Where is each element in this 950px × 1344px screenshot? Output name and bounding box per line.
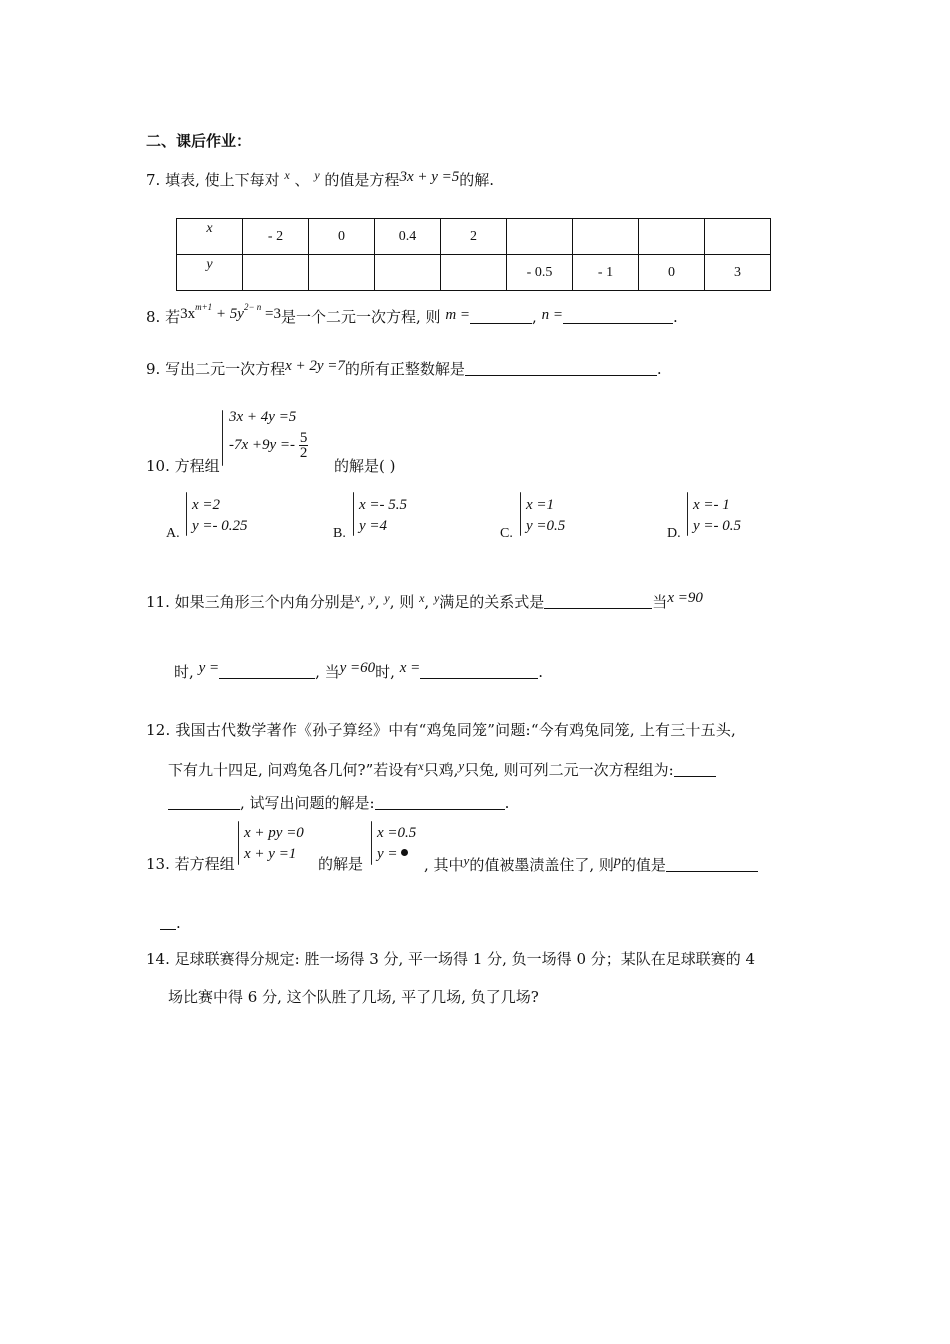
q8-equation	[180, 302, 281, 322]
q12-var-x: x	[418, 759, 424, 773]
table-cell	[441, 255, 507, 291]
q11-var-y: y	[433, 591, 440, 605]
option-brace	[687, 492, 688, 536]
q10-suffix: 的解是( )	[334, 457, 396, 475]
q8-sup1: m+1	[195, 302, 213, 312]
section-title: 二、课后作业：	[146, 132, 252, 150]
table-row-y	[177, 255, 771, 291]
question-7	[146, 168, 494, 190]
table-cell	[375, 255, 441, 291]
ink-blot-icon	[401, 849, 408, 856]
q10-brace	[222, 410, 223, 466]
q7-sep: 、	[294, 171, 310, 189]
q11-comma: ,	[359, 593, 365, 611]
q10-frac-num: 5	[299, 430, 308, 446]
q7-var-y: y	[314, 168, 320, 182]
q13-line2	[160, 914, 181, 932]
q11-comma-when: , 当	[315, 663, 340, 681]
question-9	[146, 358, 662, 379]
option-line2: y =- 0.5	[693, 518, 742, 534]
option-brace	[520, 492, 521, 536]
q12-text-a: 下有九十四足, 问鸡兔各几何?”若设有	[168, 761, 419, 779]
q9-mid: 的所有正整数解是	[344, 360, 465, 378]
q7-end: 的解.	[459, 171, 495, 189]
option-line1: x =- 5.5	[359, 497, 408, 513]
q8-n-blank[interactable]	[563, 309, 673, 324]
q11-y-eq: y =	[198, 660, 220, 676]
q12-end: .	[504, 794, 510, 812]
table-cell: 0	[639, 255, 705, 291]
q8-term2: + 5y	[212, 306, 244, 322]
q13-sol2	[377, 846, 408, 863]
q13-eq1: x + py =0	[244, 825, 304, 841]
q8-n: n =	[541, 307, 563, 323]
q10-fraction	[299, 431, 309, 460]
question-14-line2: 场比赛中得 6 分, 这个队胜了几场, 平了几场, 负了几场?	[168, 988, 539, 1006]
q11-angle2: y	[369, 591, 375, 605]
table-cell: 0.4	[375, 219, 441, 255]
q9-end: .	[656, 360, 662, 378]
q8-end: .	[672, 308, 678, 326]
table-cell: - 0.5	[507, 255, 573, 291]
table-cell: 3	[705, 255, 771, 291]
q11-prefix: 11. 如果三角形三个内角分别是	[146, 593, 355, 611]
option-label: C.	[500, 526, 513, 541]
q7-table	[176, 218, 771, 291]
q9-equation: x + 2y =7	[285, 358, 345, 374]
q10-prefix: 10. 方程组	[146, 457, 220, 475]
q11-y-blank[interactable]	[219, 664, 315, 679]
q13-eq2: x + y =1	[244, 846, 297, 862]
table-cell	[243, 255, 309, 291]
q13-var-p: p	[613, 854, 621, 869]
q12-solution-blank[interactable]	[375, 795, 505, 810]
q11-relation-blank[interactable]	[544, 594, 652, 609]
option-line1: x =- 1	[693, 497, 730, 513]
q13-p-blank-cont[interactable]	[160, 915, 176, 930]
question-12-line3	[168, 792, 509, 813]
option-line2: y =0.5	[526, 518, 566, 534]
q8-prefix: 8. 若	[146, 308, 181, 326]
option-line1: x =1	[526, 497, 555, 513]
q12-text-c: 只兔, 则可列二元一次方程组为:	[464, 761, 674, 779]
option-line2: y =- 0.25	[192, 518, 248, 534]
option-line1: x =2	[192, 497, 221, 513]
q13-rest	[424, 853, 758, 875]
q13-var-y: y	[463, 853, 470, 868]
q11-cond2: y =60	[339, 660, 376, 676]
q13-after2: 的值被墨渍盖住了, 则	[469, 856, 614, 874]
q13-brace	[238, 821, 239, 865]
q13-end: .	[176, 914, 181, 932]
q11-comma: ,	[374, 593, 380, 611]
q11-time2: 时,	[375, 663, 395, 681]
q9-prefix: 9. 写出二元一次方程	[146, 360, 286, 378]
q13-after: , 其中	[424, 856, 464, 874]
question-12-line2	[168, 758, 716, 780]
q11-end: .	[538, 663, 544, 681]
q13-mid: 的解是	[318, 855, 364, 873]
q11-when: 当	[652, 593, 668, 611]
table-cell: - 2	[243, 219, 309, 255]
q11-cond1: x =90	[667, 590, 703, 606]
table-cell: 0	[309, 219, 375, 255]
q11-mid: 满足的关系式是	[439, 593, 545, 611]
q10-eq2	[229, 431, 308, 460]
q12-system-blank-cont[interactable]	[168, 795, 240, 810]
option-line2: y =4	[359, 518, 388, 534]
q11-then: , 则	[389, 593, 415, 611]
question-12-line1: 12. 我国古代数学著作《孙子算经》中有“鸡兔同笼”问题:“今有鸡兔同笼, 上有三十五头,	[146, 721, 736, 739]
option-label: B.	[333, 526, 346, 541]
q13-sol2-text: y =	[377, 846, 398, 862]
q12-text-d: , 试写出问题的解是:	[240, 794, 375, 812]
q7-var-x: x	[284, 168, 290, 182]
q11-x-eq: x =	[399, 660, 421, 676]
question-11-line1	[146, 590, 703, 612]
q11-comma: ,	[424, 593, 430, 611]
option-brace	[353, 492, 354, 536]
question-11-line2	[174, 660, 543, 682]
option-label: A.	[166, 526, 180, 541]
q8-term1: 3x	[180, 306, 196, 322]
q13-p-blank[interactable]	[666, 857, 758, 872]
q10-frac-den: 2	[299, 445, 308, 461]
q13-prefix: 13. 若方程组	[146, 855, 235, 873]
q11-angle3: y	[384, 591, 390, 605]
question-8	[146, 302, 678, 327]
q7-mid: 的值是方程	[324, 171, 400, 189]
q12-var-y: y	[458, 758, 465, 773]
q7-equation: 3x + y =5	[399, 169, 460, 185]
q8-mid: 是一个二元一次方程, 则	[281, 308, 441, 326]
q13-sol-brace	[371, 821, 372, 865]
table-cell-x-label: x	[177, 219, 243, 255]
q12-text-b: 只鸡,	[423, 761, 459, 779]
q11-var-x: x	[419, 591, 425, 605]
q10-eq2-left: -7x +9y =-	[229, 436, 299, 453]
q8-m-blank[interactable]	[470, 309, 532, 324]
q8-sup2: 2− n	[243, 302, 262, 312]
q10-eq1: 3x + 4y =5	[229, 409, 297, 425]
table-cell: - 1	[573, 255, 639, 291]
option-label: D.	[667, 526, 681, 541]
q8-comma: ,	[532, 308, 537, 326]
table-cell	[639, 219, 705, 255]
table-cell	[309, 255, 375, 291]
table-cell-y-label: y	[177, 255, 243, 291]
table-cell	[507, 219, 573, 255]
question-14-line1: 14. 足球联赛得分规定: 胜一场得 3 分, 平一场得 1 分, 负一场得 0 分；某队在足球联赛的 4	[146, 950, 756, 968]
table-row-x	[177, 219, 771, 255]
q13-after3: 的值是	[620, 856, 666, 874]
table-cell: 2	[441, 219, 507, 255]
option-brace	[186, 492, 187, 536]
q12-system-blank[interactable]	[674, 762, 716, 777]
q11-time: 时,	[174, 663, 194, 681]
table-cell	[573, 219, 639, 255]
q13-sol1: x =0.5	[377, 825, 417, 841]
q11-x-blank[interactable]	[420, 664, 538, 679]
q7-number: 7. 填表, 使上下每对	[146, 171, 280, 189]
q8-term3: =3	[261, 306, 281, 322]
q9-blank[interactable]	[465, 361, 657, 376]
q11-angle1: x	[354, 591, 360, 605]
table-cell	[705, 219, 771, 255]
q8-m: m =	[445, 307, 471, 323]
